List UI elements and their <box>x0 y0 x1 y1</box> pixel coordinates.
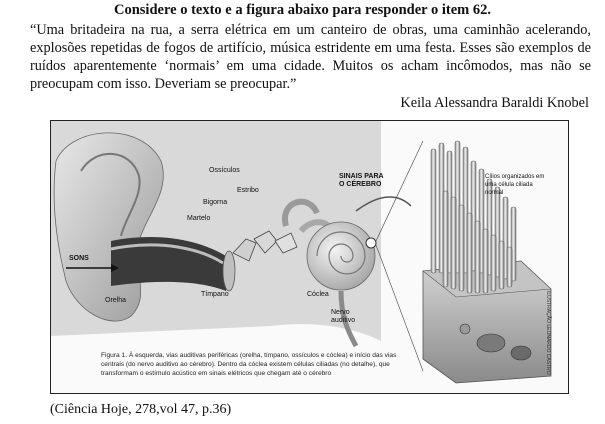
label-sons: SONS <box>69 255 89 262</box>
label-nervo-auditivo: Nervo auditivo <box>331 309 356 324</box>
label-sinais-line1: SINAIS PARA <box>339 173 384 180</box>
ear-anatomy-figure <box>50 120 569 394</box>
label-sinais-line2: O CÉREBRO <box>339 181 382 188</box>
item-heading: Considere o texto e a figura abaixo para responder o item 62. <box>114 2 491 18</box>
label-estribo: Estribo <box>237 187 259 194</box>
label-timpano: Tímpano <box>201 291 229 298</box>
quote-text: “Uma britadeira na rua, a serra elétrica em um canteiro de obras, uma caminhão acelerando, explosões repetidas de fogos de artifício, música estridente em uma festa. Esses são exemplos de ruídos aparentemente ‘normais’ em uma cidade. Muitos os acham incômodos, mas não se preocupam com isso. Deveriam se preocupar.” <box>30 22 591 92</box>
label-ossiculos: Ossículos <box>209 167 240 174</box>
figure-credit: ILUSTRAÇÃO LEONARDO CASTRO <box>545 291 551 375</box>
figure-caption: Figura 1. À esquerda, vias auditivas periféricas (orelha, tímpano, ossículos e cóclea) e início das vias centrais (do nervo auditivo ao cérebro). Dentro da cóclea existem células ciliadas (no detalhe), que transformam o estímulo acústico em sinais elétricos que chegam até o cérebro <box>101 352 397 377</box>
label-martelo: Martelo <box>187 215 211 222</box>
label-orelha: Orelha <box>105 297 127 304</box>
quote-author: Keila Alessandra Baraldi Knobel <box>400 95 589 111</box>
label-bigorna: Bigorna <box>203 199 228 206</box>
label-cilios: Cílios organizados em uma célula ciliada normal <box>485 174 545 196</box>
source-citation: (Ciência Hoje, 278,vol 47, p.36) <box>50 402 232 417</box>
tympanic-membrane <box>223 251 235 291</box>
label-coclea: Cóclea <box>307 291 329 298</box>
